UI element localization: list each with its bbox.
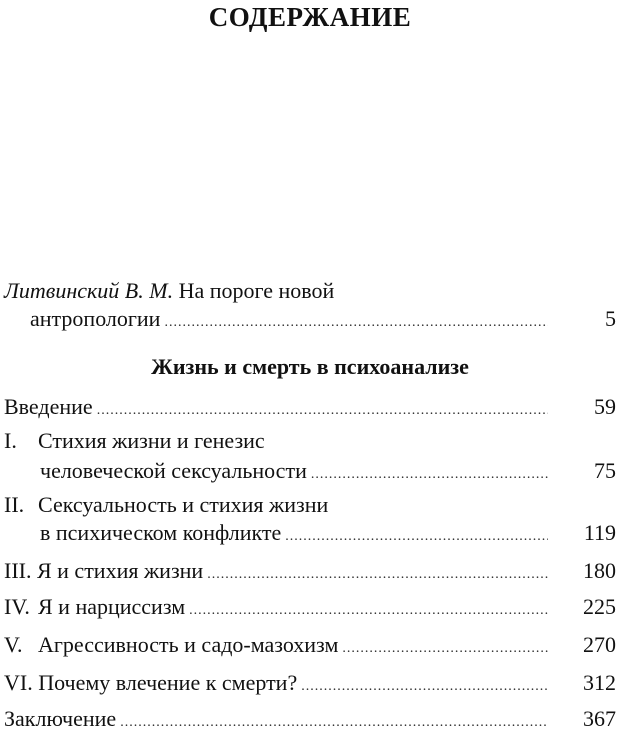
toc-entry-title: V. Агрессивность и садо-мазохизм (4, 632, 339, 657)
toc-entry-title: Стихия жизни и генезис (38, 428, 265, 453)
leader-dots (189, 603, 548, 619)
toc-entry-title: III. Я и стихия жизни (4, 558, 204, 583)
toc-entry-title: На пороге новой (178, 278, 335, 303)
leader-dots (342, 641, 548, 657)
page-number: 367 (583, 706, 616, 731)
leader-dots (207, 567, 548, 583)
toc-entry-title: IV. Я и нарциссизм (4, 594, 186, 619)
toc-author: Литвинский В. М. (4, 278, 174, 303)
leader-dots (120, 715, 548, 731)
toc-entry-chapter-6[interactable] (4, 670, 552, 696)
page-number: 5 (605, 306, 616, 331)
chapter-numeral: III. (4, 558, 32, 583)
toc-entry-intro-line2[interactable] (4, 306, 552, 332)
page-title: СОДЕРЖАНИЕ (208, 2, 412, 32)
toc-entry-chapter-5[interactable] (4, 632, 552, 658)
toc-entry-chapter-4[interactable] (4, 594, 552, 620)
chapter-numeral: V. (4, 632, 23, 657)
chapter-numeral: II. (4, 492, 25, 517)
page-number: 270 (583, 632, 616, 657)
page-number: 225 (583, 594, 616, 619)
toc-entry-title: Сексуальность и стихия жизни (38, 492, 329, 517)
leader-dots (285, 529, 548, 545)
toc-entry-title: Введение (4, 394, 93, 419)
leader-dots (301, 679, 548, 695)
leader-dots (97, 403, 548, 419)
toc-entry-title: VI. Почему влечение к смерти? (4, 670, 298, 695)
toc-entry-title-cont: в психическом конфликте (40, 520, 282, 545)
leader-dots (311, 467, 548, 483)
chapter-numeral: VI. (4, 670, 33, 695)
toc-entry-chapter-2-line2[interactable] (4, 520, 552, 546)
toc-entry-title-cont: человеческой сексуальности (40, 458, 307, 483)
toc-entry-chapter-2-line1[interactable] (4, 492, 328, 518)
page-number: 119 (583, 520, 616, 545)
toc-entry-chapter-3[interactable] (4, 558, 552, 584)
chapter-numeral: IV. (4, 594, 30, 619)
section-heading: Жизнь и смерть в психоанализе (151, 354, 469, 379)
page-number: 75 (594, 458, 616, 483)
toc-entry-chapter-1-line2[interactable] (4, 458, 552, 484)
leader-dots (164, 315, 548, 331)
toc-entry-intro-line1[interactable] (4, 278, 334, 304)
toc-entry-conclusion[interactable] (4, 706, 552, 732)
toc-entry-title: Заключение (4, 706, 117, 731)
page-number: 312 (583, 670, 616, 695)
page-number: 59 (594, 394, 616, 419)
page-number: 180 (583, 558, 616, 583)
toc-entry-title-cont: антропологии (30, 306, 161, 331)
toc-entry-chapter-1-line1[interactable] (4, 428, 265, 454)
toc-entry-introduction[interactable] (4, 394, 552, 420)
chapter-numeral: I. (4, 428, 17, 453)
